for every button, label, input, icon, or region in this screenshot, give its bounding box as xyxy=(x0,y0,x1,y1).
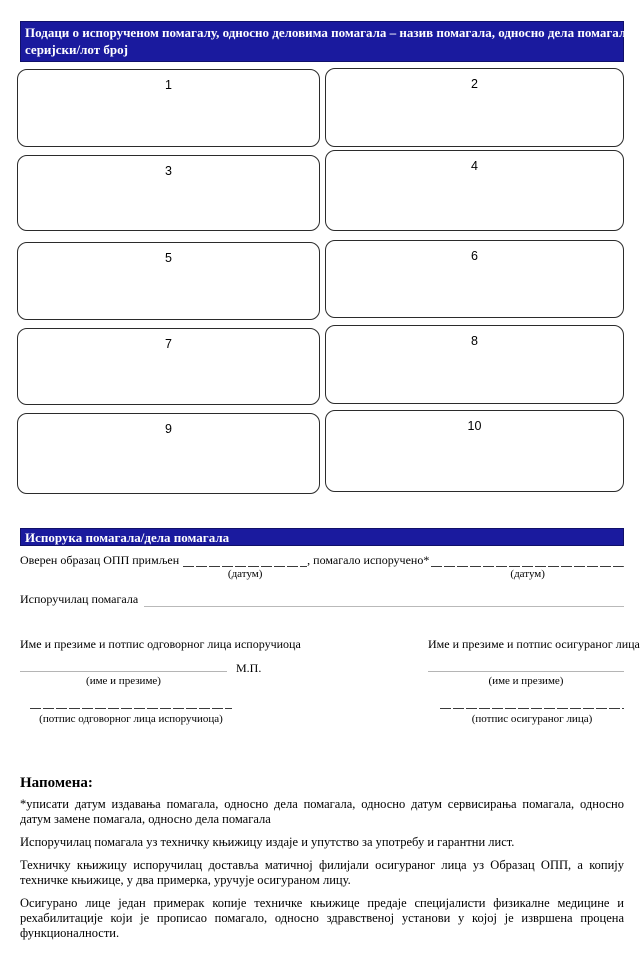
insured-signature-caption: (потпис осигураног лица) xyxy=(471,713,593,725)
aid-box-5-number: 5 xyxy=(165,251,172,265)
aid-box-4-number: 4 xyxy=(471,159,478,173)
supplier-row xyxy=(20,592,624,607)
aid-box-9-number: 9 xyxy=(165,422,172,436)
supplier-label: Испоручилац помагала xyxy=(20,592,139,606)
delivered-date-field xyxy=(431,553,624,581)
supplier-signature-block xyxy=(20,637,400,725)
supplier-rep-label: Име и презиме и потпис одговорног лица испоручиоца xyxy=(20,637,301,651)
aid-box-6[interactable] xyxy=(325,240,624,318)
section1-header xyxy=(20,21,636,62)
supplier-rep-name-caption: (име и презиме) xyxy=(86,675,161,687)
insured-name-caption: (име и презиме) xyxy=(488,675,564,687)
section1-title-line1: Подаци о испорученом помагалу, односно деловима помагала – назив помагала, односно дела помагала, xyxy=(25,25,636,40)
aid-box-2[interactable] xyxy=(325,68,624,147)
aid-box-1-number: 1 xyxy=(165,78,172,92)
aid-box-10-number: 10 xyxy=(467,419,482,433)
seal-mark: М.П. xyxy=(236,661,262,675)
aid-box-10[interactable] xyxy=(325,410,624,492)
notes-title: Напомена: xyxy=(20,775,93,791)
aid-box-7[interactable] xyxy=(17,328,320,405)
delivered-label: , помагало испоручено* xyxy=(307,553,430,567)
aid-box-8[interactable] xyxy=(325,325,624,404)
aid-box-9[interactable] xyxy=(17,413,320,494)
delivered-date-caption: (датум) xyxy=(510,568,545,580)
section1-title-line2: серијски/лот број xyxy=(25,42,128,57)
supplier-rep-signature-line[interactable] xyxy=(30,708,232,709)
insured-label: Име и презиме и потпис осигураног лица xyxy=(428,637,640,651)
received-date-caption: (датум) xyxy=(227,568,263,580)
note-paragraph-4: Осигурано лице један примерак копије техничке књижице предаје специјалисти физикалне медицине и рехабилитације који је прописао помагало, односно здравственој установи у којој је извршена процена функционалности. xyxy=(20,896,624,940)
aid-box-8-number: 8 xyxy=(471,334,478,348)
aid-box-3[interactable] xyxy=(17,155,320,231)
insured-signature-block xyxy=(428,637,640,725)
notes-section xyxy=(20,776,624,949)
supplier-rep-name-line[interactable] xyxy=(20,671,227,672)
aid-box-4[interactable] xyxy=(325,150,624,231)
supplier-rep-signature-caption: (потпис одговорног лица испоручиоца) xyxy=(39,713,223,725)
received-date-field xyxy=(183,553,307,581)
insured-name-line[interactable] xyxy=(428,671,624,672)
note-paragraph-2: Испоручилац помагала уз техничку књижицу издаје и упутство за употребу и гарантни лист. xyxy=(20,835,515,849)
aid-box-5[interactable] xyxy=(17,242,320,320)
received-delivered-row xyxy=(20,553,624,581)
aid-box-6-number: 6 xyxy=(471,249,478,263)
aid-box-2-number: 2 xyxy=(471,77,478,91)
note-paragraph-3: Техничку књижицу испоручилац доставља матичној филијали осигураног лица уз Образац ОПП, а копију техничке књижице, у два примерка, уручује осигураном лицу. xyxy=(20,858,624,887)
aid-box-3-number: 3 xyxy=(165,164,172,178)
supplier-name-line[interactable] xyxy=(144,592,624,607)
note-paragraph-1: *уписати датум издавања помагала, односно дела помагала, односно датум сервисирања помагала, односно датум замене помагала, односно дела помагала xyxy=(20,797,624,826)
delivered-date-blank[interactable] xyxy=(431,553,624,567)
aid-box-1[interactable] xyxy=(17,69,320,147)
aid-box-7-number: 7 xyxy=(165,337,172,351)
received-date-blank[interactable] xyxy=(183,553,307,567)
section2-header xyxy=(20,528,624,546)
insured-signature-line[interactable] xyxy=(440,708,624,709)
received-label: Оверен образац ОПП примљен xyxy=(20,553,180,567)
section2-title: Испорука помагала/дела помагала xyxy=(25,530,230,545)
